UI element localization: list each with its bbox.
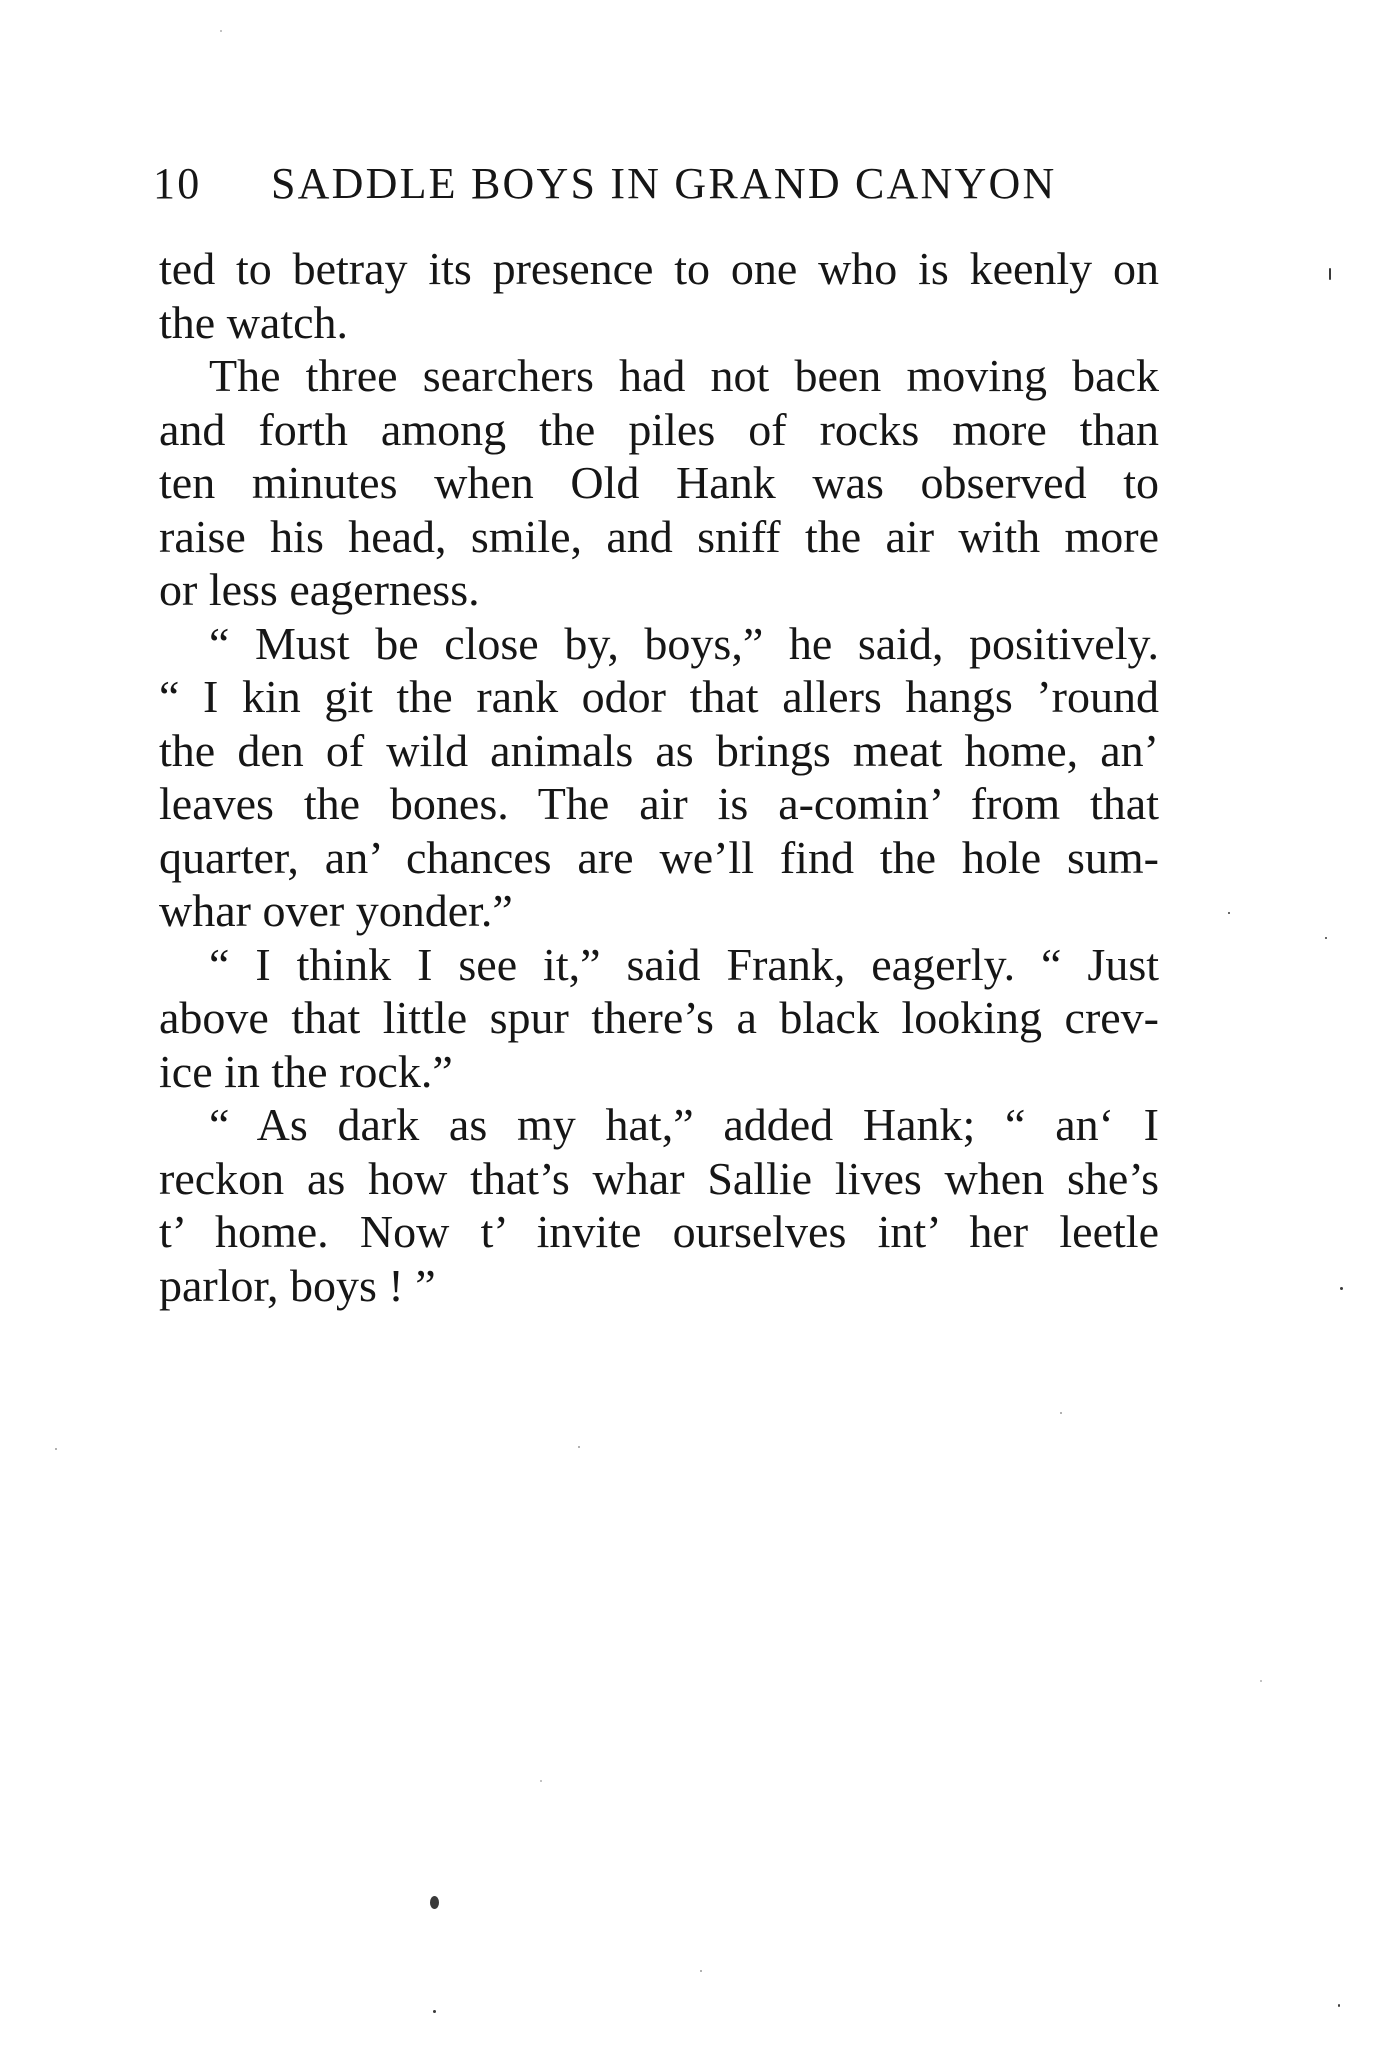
paragraph-first-line: “ Must be close by, boys,” he said, positively. — [209, 617, 1159, 669]
scan-speck — [1338, 2004, 1340, 2007]
scan-speck — [430, 1896, 439, 1909]
paragraph-first-line: The three searchers had not been moving back — [209, 350, 1159, 401]
scan-speck — [433, 2010, 436, 2013]
text-line: ted to betray its presence to one who is keenly on — [159, 243, 1159, 294]
text-line: ice in the rock.” — [159, 1045, 453, 1097]
paragraph-first-line: “ I think I see it,” said Frank, eagerly. “ Just — [209, 938, 1159, 990]
scan-speck — [540, 1780, 542, 1782]
scan-speck — [700, 1970, 702, 1972]
text-line: reckon as how that’s whar Sallie lives when she’s — [159, 1152, 1159, 1204]
scan-speck — [1340, 1287, 1343, 1290]
text-line: leaves the bones. The air is a-comin’ from that — [159, 778, 1159, 829]
text-line: t’ home. Now t’ invite ourselves int’ her leetle — [159, 1206, 1159, 1257]
text-line: ten minutes when Old Hank was observed to — [159, 457, 1159, 508]
scan-speck — [1325, 937, 1327, 939]
body-text — [159, 242, 1159, 1312]
page-number: 10 — [153, 159, 202, 208]
text-line: above that little spur there’s a black looking crev- — [159, 992, 1159, 1043]
text-line: whar over yonder.” — [159, 885, 513, 936]
scan-speck — [1329, 268, 1331, 280]
paragraph-first-line: “ As dark as my hat,” added Hank; “ an‘ I — [209, 1099, 1159, 1150]
scan-speck — [1260, 1680, 1262, 1682]
scan-speck — [55, 1448, 57, 1450]
scan-speck — [1060, 1412, 1062, 1414]
text-line: and forth among the piles of rocks more than — [159, 403, 1159, 455]
text-line: raise his head, smile, and sniff the air with more — [159, 510, 1159, 562]
text-line: or less eagerness. — [159, 564, 480, 615]
running-head — [153, 154, 1159, 214]
text-line: “ I kin git the rank odor that allers hangs ’round — [159, 671, 1159, 722]
text-line: the den of wild animals as brings meat home, an’ — [159, 724, 1159, 776]
scan-speck — [1228, 912, 1230, 914]
book-title: SADDLE BOYS IN GRAND CANYON — [271, 159, 1057, 208]
scan-speck — [578, 1446, 580, 1448]
text-line: parlor, boys ! ” — [159, 1259, 436, 1311]
text-line: the watch. — [159, 296, 349, 348]
text-line: quarter, an’ chances are we’ll find the hole sum- — [159, 831, 1159, 883]
scan-speck — [220, 30, 222, 32]
